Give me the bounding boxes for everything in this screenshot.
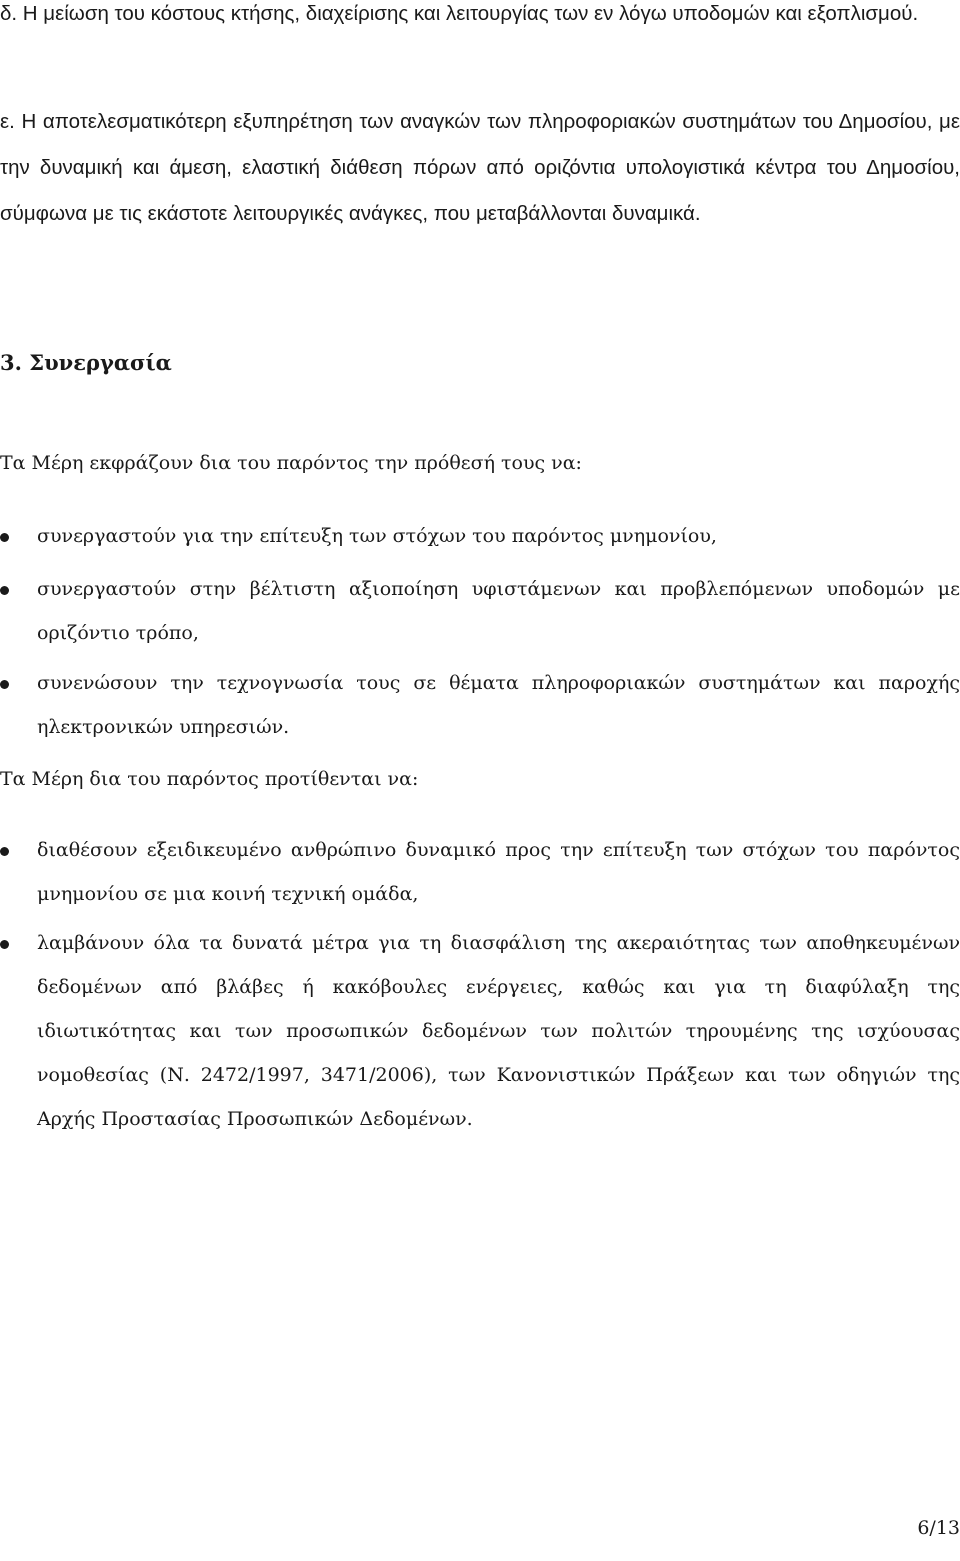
list-item-text: διαθέσουν εξειδικευμένο ανθρώπινο δυναμικό προς την επίτευξη των στόχων του παρόντος μνημονίου σε μια κοινή τεχνική ομάδα, (37, 839, 960, 905)
paragraph-epsilon: ε. Η αποτελεσματικότερη εξυπηρέτηση των αναγκών των πληροφοριακών συστημάτων του Δημοσίου, με την δυναμική και άμεση, ελαστική διάθεση πόρων από οριζόντια υπολογιστικά κέντρα του Δημοσίου, σύμφωνα με τις εκάστοτε λειτουργικές ανάγκες, που μεταβάλλονται δυναμικά. (0, 110, 960, 225)
intro-paragraph-2: Τα Μέρη δια του παρόντος προτίθενται να: (0, 768, 419, 790)
bullet-icon (0, 847, 9, 856)
list-item (37, 514, 960, 558)
section-heading: 3. Συνεργασία (0, 350, 172, 375)
list-item-text: συνεργαστούν για την επίτευξη των στόχων του παρόντος μνημονίου, (37, 525, 717, 547)
list-item-text: συνενώσουν την τεχνογνωσία τους σε θέματα πληροφοριακών συστημάτων και παροχής ηλεκτρονικών υπηρεσιών. (37, 672, 960, 738)
intro-paragraph-1: Τα Μέρη εκφράζουν δια του παρόντος την πρόθεσή τους να: (0, 452, 582, 474)
bullet-icon (0, 533, 9, 542)
bullet-icon (0, 680, 9, 689)
list-item (37, 828, 960, 916)
paragraph-delta: δ. Η μείωση του κόστους κτήσης, διαχείρισης και λειτουργίας των εν λόγω υποδομών και εξοπλισμού. (0, 2, 919, 25)
list-item (37, 661, 960, 749)
bullet-icon (0, 940, 9, 949)
page-number: 6/13 (917, 1517, 960, 1539)
bullet-icon (0, 586, 9, 595)
list-item (37, 921, 960, 1141)
list-item-text: λαμβάνουν όλα τα δυνατά μέτρα για τη διασφάλιση της ακεραιότητας των αποθηκευμένων δεδομένων από βλάβες ή κακόβουλες ενέργειες, καθώς και για τη διαφύλαξη της ιδιωτικότητας και των προσωπικών δεδομένων των πολιτών τηρουμένης της ισχύουσας νομοθεσίας (Ν. 2472/1997, 3471/2006), των Κανονιστικών Πράξεων και των οδηγιών της Αρχής Προστασίας Προσωπικών Δεδομένων. (37, 932, 960, 1130)
list-item (37, 567, 960, 655)
list-item-text: συνεργαστούν στην βέλτιστη αξιοποίηση υφιστάμενων και προβλεπόμενων υποδομών με οριζόντιο τρόπο, (37, 578, 960, 644)
